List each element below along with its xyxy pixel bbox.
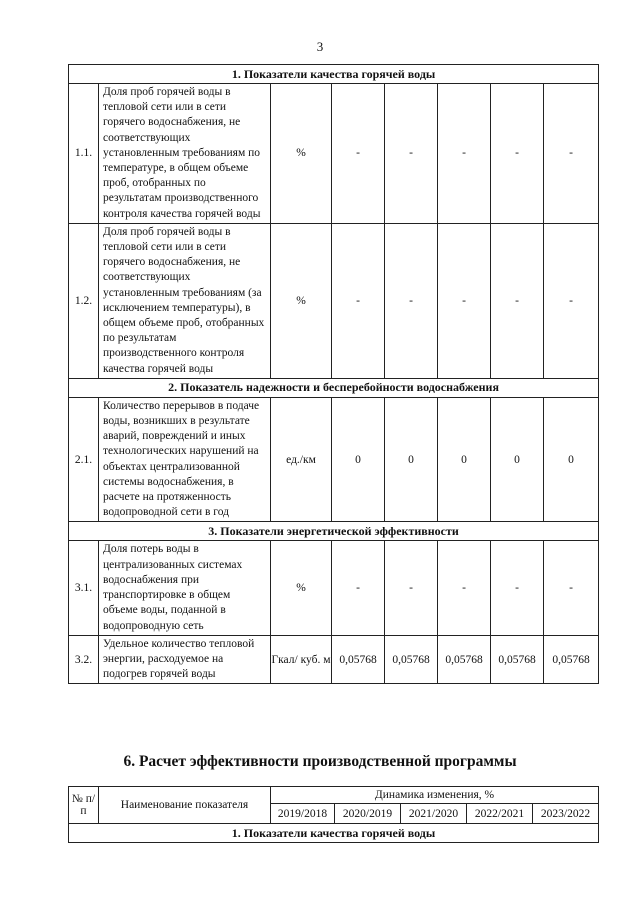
number-header: № п/п <box>69 787 99 824</box>
section-title: 3. Показатели энергетической эффективности <box>69 522 599 541</box>
unit-cell: Гкал/ куб. м <box>271 635 332 684</box>
value-cell: 0 <box>438 397 491 522</box>
section-header-row <box>69 65 599 84</box>
value-cell: - <box>385 84 438 224</box>
table-row <box>69 541 599 635</box>
value-cell: - <box>544 223 599 378</box>
value-cell: - <box>332 84 385 224</box>
row-number: 3.1. <box>69 541 99 635</box>
period-header: 2022/2021 <box>467 804 533 824</box>
period-header: 2021/2020 <box>401 804 467 824</box>
value-cell: - <box>491 84 544 224</box>
value-cell: 0,05768 <box>385 635 438 684</box>
value-cell: - <box>544 541 599 635</box>
table-row <box>69 223 599 378</box>
row-number: 1.2. <box>69 223 99 378</box>
value-cell: - <box>544 84 599 224</box>
indicator-name: Количество перерывов в подаче воды, возникших в результате аварий, повреждений и иных технологических нарушений на объектах централизованной системы водоснабжения, в расчете на протяженность водопроводной сети в год <box>99 397 271 522</box>
value-cell: 0 <box>332 397 385 522</box>
indicator-name: Доля проб горячей воды в тепловой сети или в сети горячего водоснабжения, не соответствующих установленным требованиям (за исключением температуры), в общем объеме проб, отобранных по результатам производственного контроля качества горячей воды <box>99 223 271 378</box>
page-number: 3 <box>316 39 324 54</box>
value-cell: 0,05768 <box>544 635 599 684</box>
section-header-row <box>69 378 599 397</box>
value-cell: - <box>491 541 544 635</box>
header-row <box>69 787 599 804</box>
table-row <box>69 84 599 224</box>
value-cell: 0,05768 <box>491 635 544 684</box>
unit-cell: % <box>271 223 332 378</box>
table-row <box>69 397 599 522</box>
dynamics-header: Динамика изменения, % <box>271 787 599 804</box>
section-title: 1. Показатели качества горячей воды <box>69 824 599 843</box>
indicator-name: Доля потерь воды в централизованных системах водоснабжения при транспортировке в общем объеме воды, поданной в водопроводную сеть <box>99 541 271 635</box>
period-header: 2020/2019 <box>335 804 401 824</box>
value-cell: 0 <box>385 397 438 522</box>
unit-cell: % <box>271 84 332 224</box>
value-cell: 0,05768 <box>438 635 491 684</box>
period-header: 2023/2022 <box>533 804 599 824</box>
quality-indicators-table <box>68 64 599 684</box>
value-cell: 0 <box>491 397 544 522</box>
section-title: 1. Показатели качества горячей воды <box>69 65 599 84</box>
value-cell: - <box>438 223 491 378</box>
section-header-row <box>69 522 599 541</box>
value-cell: - <box>385 541 438 635</box>
value-cell: - <box>438 84 491 224</box>
unit-cell: ед./км <box>271 397 332 522</box>
row-number: 2.1. <box>69 397 99 522</box>
indicator-name-header: Наименование показателя <box>99 787 271 824</box>
efficiency-calculation-table <box>68 786 599 843</box>
value-cell: - <box>491 223 544 378</box>
row-number: 1.1. <box>69 84 99 224</box>
value-cell: - <box>438 541 491 635</box>
section-header-row <box>69 824 599 843</box>
value-cell: 0,05768 <box>332 635 385 684</box>
section-6-title: 6. Расчет эффективности производственной программы <box>123 753 517 770</box>
value-cell: - <box>332 541 385 635</box>
section-title: 2. Показатель надежности и бесперебойности водоснабжения <box>69 378 599 397</box>
period-header: 2019/2018 <box>271 804 335 824</box>
unit-cell: % <box>271 541 332 635</box>
row-number: 3.2. <box>69 635 99 684</box>
table-row <box>69 635 599 684</box>
value-cell: - <box>385 223 438 378</box>
value-cell: 0 <box>544 397 599 522</box>
indicator-name: Удельное количество тепловой энергии, расходуемое на подогрев горячей воды <box>99 635 271 684</box>
indicator-name: Доля проб горячей воды в тепловой сети или в сети горячего водоснабжения, не соответствующих установленным требованиям по температуре, в общем объеме проб, отобранных по результатам производственного контроля качества горячей воды <box>99 84 271 224</box>
value-cell: - <box>332 223 385 378</box>
